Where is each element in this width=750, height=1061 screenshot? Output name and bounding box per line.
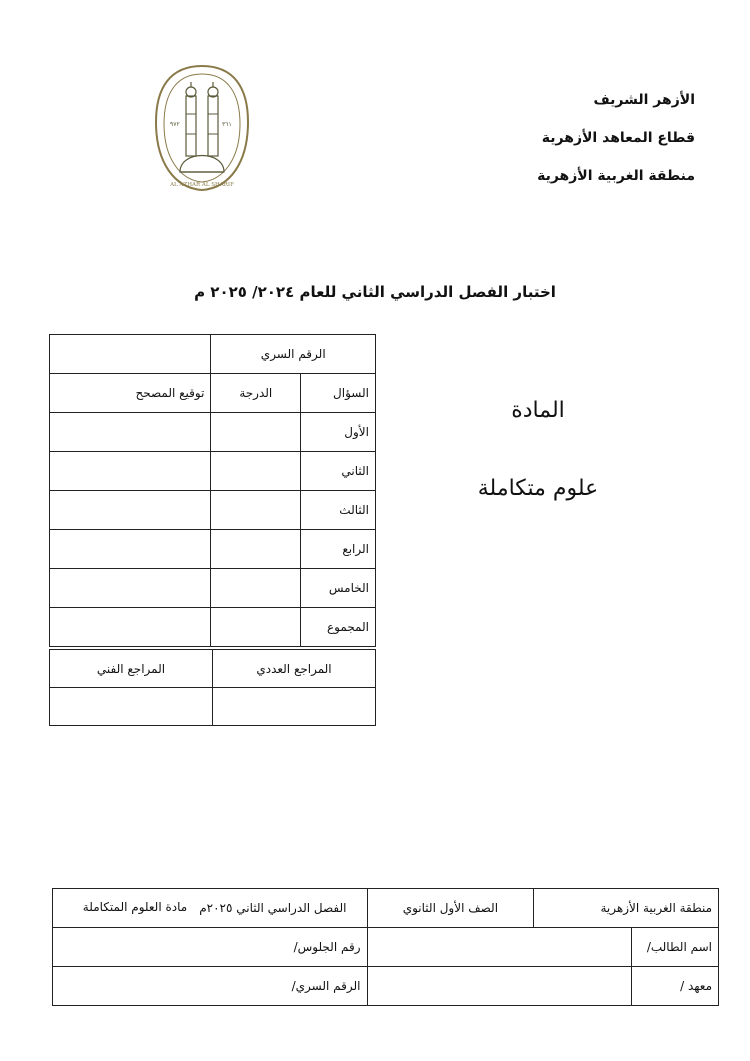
student-secret-number-label: الرقم السري/: [291, 979, 361, 993]
logo-caption: AL AZHAR AL SHARIF: [170, 182, 234, 188]
institute-field[interactable]: [367, 967, 632, 1006]
signature-cell[interactable]: [50, 569, 211, 608]
logo-year-left: ٩٧٢: [170, 121, 180, 128]
reviewer-table: [49, 649, 376, 726]
signature-cell[interactable]: [50, 530, 211, 569]
technical-reviewer-label: المراجع الفني: [50, 650, 213, 688]
grade-cell[interactable]: [211, 569, 301, 608]
grade-table: [49, 334, 376, 647]
question-label: الأول: [301, 413, 376, 452]
subject-name: علوم متكاملة: [477, 476, 599, 501]
grade-level-cell: الصف الأول الثانوي: [367, 889, 534, 928]
student-subject-cell: مادة العلوم المتكاملة: [82, 900, 188, 914]
al-azhar-logo: [150, 62, 254, 194]
secret-number-label: الرقم السري: [211, 335, 376, 374]
seat-number-cell[interactable]: [53, 928, 368, 967]
table-row: [50, 569, 376, 608]
region-cell: منطقة الغربية الأزهرية: [534, 889, 719, 928]
seat-number-label: رقم الجلوس/: [293, 940, 361, 954]
signature-cell[interactable]: [50, 491, 211, 530]
table-row: [50, 491, 376, 530]
numeric-reviewer-signature[interactable]: [213, 688, 376, 726]
table-row: [50, 413, 376, 452]
student-name-row: [53, 928, 719, 967]
technical-reviewer-signature[interactable]: [50, 688, 213, 726]
signature-header: توقيع المصحح: [50, 374, 211, 413]
grade-cell[interactable]: [211, 608, 301, 647]
grade-table-header: [50, 374, 376, 413]
question-label: الخامس: [301, 569, 376, 608]
question-header: السؤال: [301, 374, 376, 413]
header-region: منطقة الغربية الأزهرية: [537, 168, 695, 184]
grade-cell[interactable]: [211, 413, 301, 452]
table-row: [50, 608, 376, 647]
grade-cell[interactable]: [211, 491, 301, 530]
question-label: الثاني: [301, 452, 376, 491]
subject-label: المادة: [511, 398, 565, 423]
table-row: [50, 530, 376, 569]
signature-cell[interactable]: [50, 608, 211, 647]
student-name-field[interactable]: [367, 928, 632, 967]
semester-cell: الفصل الدراسي الثاني ٢٠٢٥م: [53, 889, 368, 928]
logo-year-right: ٣٦١: [222, 121, 232, 128]
question-label: الرابع: [301, 530, 376, 569]
table-row: [50, 452, 376, 491]
header-sector: قطاع المعاهد الأزهرية: [541, 130, 695, 146]
question-label: الثالث: [301, 491, 376, 530]
signature-cell[interactable]: [50, 452, 211, 491]
student-name-label: اسم الطالب/: [632, 928, 719, 967]
exam-title: اختبار الفصل الدراسي الثاني للعام ٢٠٢٤/ ٢٠٢٥ م: [194, 283, 556, 301]
grade-cell[interactable]: [211, 530, 301, 569]
reviewer-header-row: [50, 650, 376, 688]
reviewer-signature-row: [50, 688, 376, 726]
header-institution: الأزهر الشريف: [593, 92, 695, 108]
grade-header: الدرجة: [211, 374, 301, 413]
institute-row: [53, 967, 719, 1006]
total-label: المجموع: [301, 608, 376, 647]
secret-number-row: [50, 335, 376, 374]
institute-label: معهد /: [632, 967, 719, 1006]
signature-cell[interactable]: [50, 413, 211, 452]
secret-number-value[interactable]: [50, 335, 211, 374]
secret-number-cell[interactable]: [53, 967, 368, 1006]
numeric-reviewer-label: المراجع العددي: [213, 650, 376, 688]
grade-cell[interactable]: [211, 452, 301, 491]
